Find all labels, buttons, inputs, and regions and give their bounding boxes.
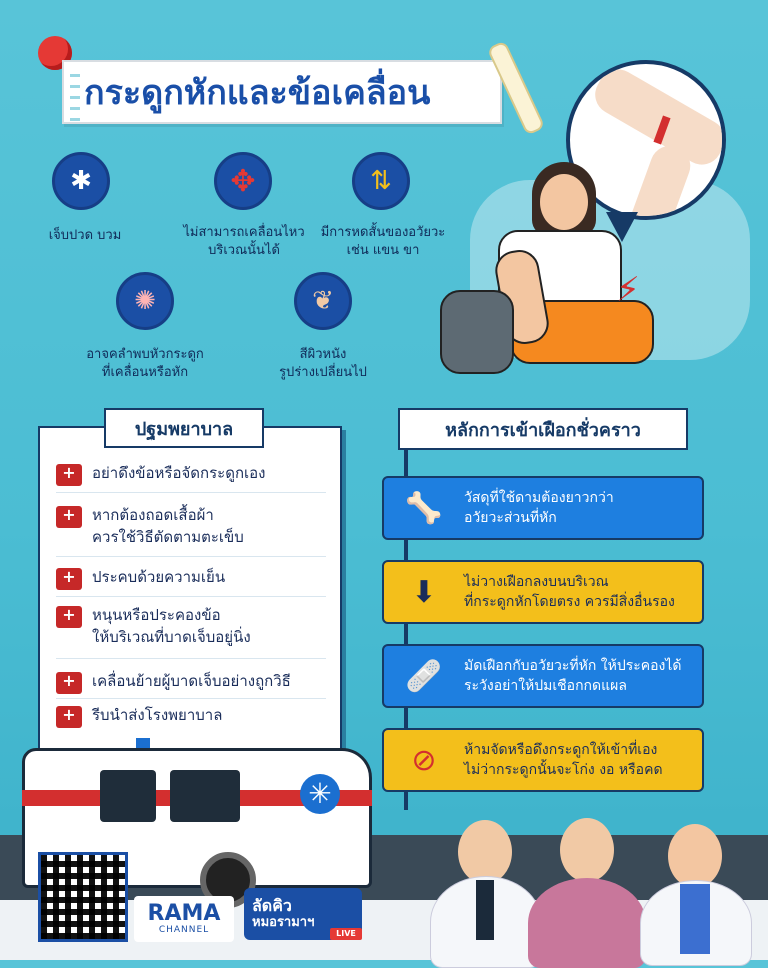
splint-step: ⊘ ห้ามจัดหรือดึงกระดูกให้เข้าที่เอง ไม่ว่ากระดูกนั้นจะโก่ง งอ หรือคด xyxy=(382,728,704,792)
first-aid-kit-icon xyxy=(56,706,82,728)
ambulance-window xyxy=(170,770,240,822)
padding-arrow-icon: ⬇ xyxy=(411,574,437,610)
first-aid-kit-icon xyxy=(56,568,82,590)
divider xyxy=(56,556,326,557)
pain-bolt-icon: ⚡ xyxy=(616,270,640,310)
symptom-label-skin: สีผิวหนัง รูปร่างเปลี่ยนไป xyxy=(279,347,367,380)
skin-color-icon: ❦ xyxy=(294,272,352,330)
splint-step: 🦴 วัสดุที่ใช้ดามต้องยาวกว่า อวัยวะส่วนที่หัก xyxy=(382,476,704,540)
first-aid-header: ปฐมพยาบาล xyxy=(104,408,264,448)
shortening-icon: ⇅ xyxy=(352,152,410,210)
divider xyxy=(56,698,326,699)
splint-step: ⬇ ไม่วางเฝือกลงบนบริเวณ ที่กระดูกหักโดยตรง ควรมีสิ่งอื่นรอง xyxy=(382,560,704,624)
divider xyxy=(56,492,326,493)
splint-step: 🩹 มัดเฝือกกับอวัยวะที่หัก ให้ประคองได้ ระวังอย่าให้ปมเชือกกดแผล xyxy=(382,644,704,708)
qr-code[interactable] xyxy=(38,852,128,942)
bandage-icon: 🩹 xyxy=(405,658,443,694)
doctor-portrait xyxy=(430,820,540,960)
divider xyxy=(56,596,326,597)
list-item: + อย่าดึงข้อหรือจัดกระดูกเอง xyxy=(56,462,336,486)
divider xyxy=(56,658,326,659)
first-aid-kit-icon xyxy=(56,672,82,694)
live-badge: LIVE xyxy=(330,928,362,940)
first-aid-kit-icon xyxy=(56,506,82,528)
doctor-portrait xyxy=(640,824,750,960)
splint-board-icon: 🦴 xyxy=(405,490,443,526)
list-item: + เคลื่อนย้ายผู้บาดเจ็บอย่างถูกวิธี xyxy=(56,670,336,694)
first-aid-kit-icon xyxy=(56,606,82,628)
injured-woman-illustration xyxy=(440,150,660,390)
list-item: + ประคบด้วยความเย็น xyxy=(56,566,336,590)
doctor-portrait xyxy=(528,818,646,960)
splint-header: หลักการเข้าเฝือกชั่วคราว xyxy=(398,408,688,450)
prohibited-icon: ⊘ xyxy=(411,742,437,778)
bone-joint-icon: ✺ xyxy=(116,272,174,330)
rama-channel-logo: RAMA CHANNEL xyxy=(134,896,234,942)
ambulance-window xyxy=(100,770,156,822)
decorative-bars xyxy=(70,74,80,121)
siren-icon xyxy=(136,738,150,748)
star-of-life-icon: ✳ xyxy=(300,774,340,814)
arrows-icon: ✥ xyxy=(214,152,272,210)
symptom-label-pain: เจ็บปวด บวม xyxy=(48,228,122,243)
list-item: + รีบนำส่งโรงพยาบาล xyxy=(56,704,336,728)
page-title: กระดูกหักและข้อเคลื่อน xyxy=(84,73,431,113)
first-aid-kit-icon xyxy=(56,464,82,486)
list-item: + หากต้องถอดเสื้อผ้า ควรใช้วิธีตัดตามตะเข็บ xyxy=(56,504,336,548)
pain-icon: ✱ xyxy=(52,152,110,210)
symptom-label-immobile: ไม่สามารถเคลื่อนไหว บริเวณนั้นได้ xyxy=(183,225,305,258)
symptom-label-bone-head: อาจคลำพบหัวกระดูก ที่เคลื่อนหรือหัก xyxy=(86,347,204,380)
title-banner xyxy=(62,60,502,124)
show-logo: ลัดคิว หมอรามาฯ xyxy=(244,888,362,940)
symptom-label-shortening: มีการหดสั้นของอวัยวะ เช่น แขน ขา xyxy=(320,225,446,258)
list-item: + หนุนหรือประคองข้อ ให้บริเวณที่บาดเจ็บอยู่นิ่ง xyxy=(56,604,336,648)
